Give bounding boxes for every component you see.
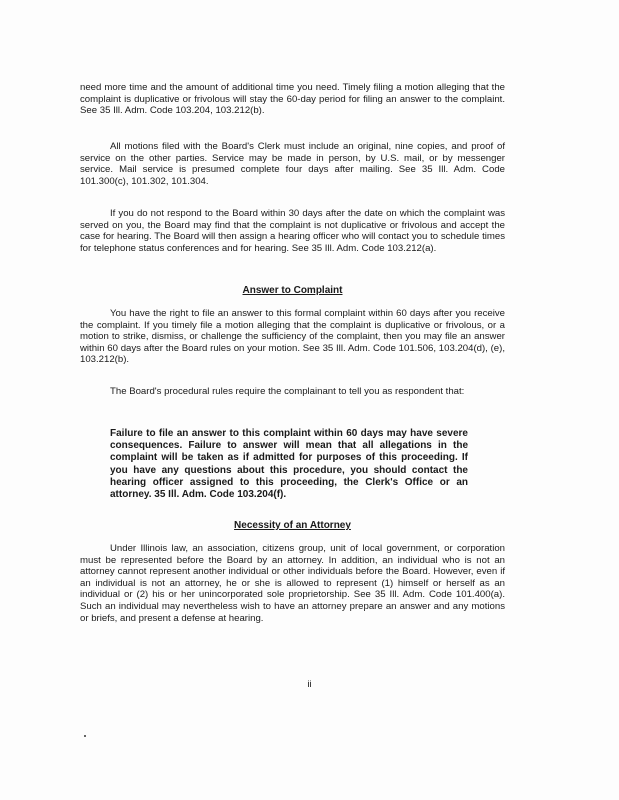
paragraph-motion-filing: All motions filed with the Board's Clerk must include an original, nine copies, and proof of service on the other parties. Service may be made in person, by U.S. mail, or by messenger service. Mail service is presumed complete four days after mailing. See 35 Ill. Adm. Code 101.300(c), 101.302, 101.304. (80, 141, 505, 187)
paragraph-illinois-law: Under Illinois law, an association, citizens group, unit of local government, or corporation must be represented before the Board by an attorney. In addition, an individual who is not an attorney cannot represent another individual or other individuals before the Board. However, even if an individual is not an attorney, he or she is allowed to represent (1) himself or herself as an individual or (2) his or her unincorporated sole proprietorship. See 35 Ill. Adm. Code 101.400(a). Such an individual may nevertheless wish to have an attorney prepare an answer and any motions or briefs, and present a defense at hearing. (80, 543, 505, 624)
paragraph-no-response: If you do not respond to the Board within 30 days after the date on which the complaint was served on you, the Board may find that the complaint is not duplicative or frivolous and accept the case for hearing. The Board will then assign a hearing officer who will contact you to schedule times for telephone status conferences and for hearing. See 35 Ill. Adm. Code 103.212(a). (80, 208, 505, 254)
scan-speck (84, 735, 86, 737)
heading-answer-to-complaint: Answer to Complaint (242, 285, 343, 296)
page-number: ii (307, 679, 312, 690)
paragraph-procedural-rules: The Board's procedural rules require the complainant to tell you as respondent that: (110, 386, 465, 397)
paragraph-right-to-answer: You have the right to file an answer to this formal complaint within 60 days after you receive the complaint. If you timely file a motion alleging that the complaint is duplicative or frivolous, or a motion to strike, dismiss, or challenge the sufficiency of the complaint, then you may file an answer within 60 days after the Board rules on your motion. See 35 Ill. Adm. Code 101.506, 103.204(d), (e), 103.212(b). (80, 308, 505, 366)
paragraph-motion-timing: need more time and the amount of additional time you need. Timely filing a motion alleging that the complaint is duplicative or frivolous will stay the 60-day period for filing an answer to the complaint. See 35 Ill. Adm. Code 103.204, 103.212(b). (80, 82, 505, 117)
heading-necessity-of-attorney: Necessity of an Attorney (234, 520, 351, 531)
notice-failure-to-answer: Failure to file an answer to this complaint within 60 days may have severe consequences. Failure to answer will mean that all allegations in the complaint will be taken as if admitted for purposes of this proceeding. If you have any questions about this procedure, you should contact the hearing officer assigned to this proceeding, the Clerk's Office or an attorney. 35 Ill. Adm. Code 103.204(f). (110, 428, 468, 501)
